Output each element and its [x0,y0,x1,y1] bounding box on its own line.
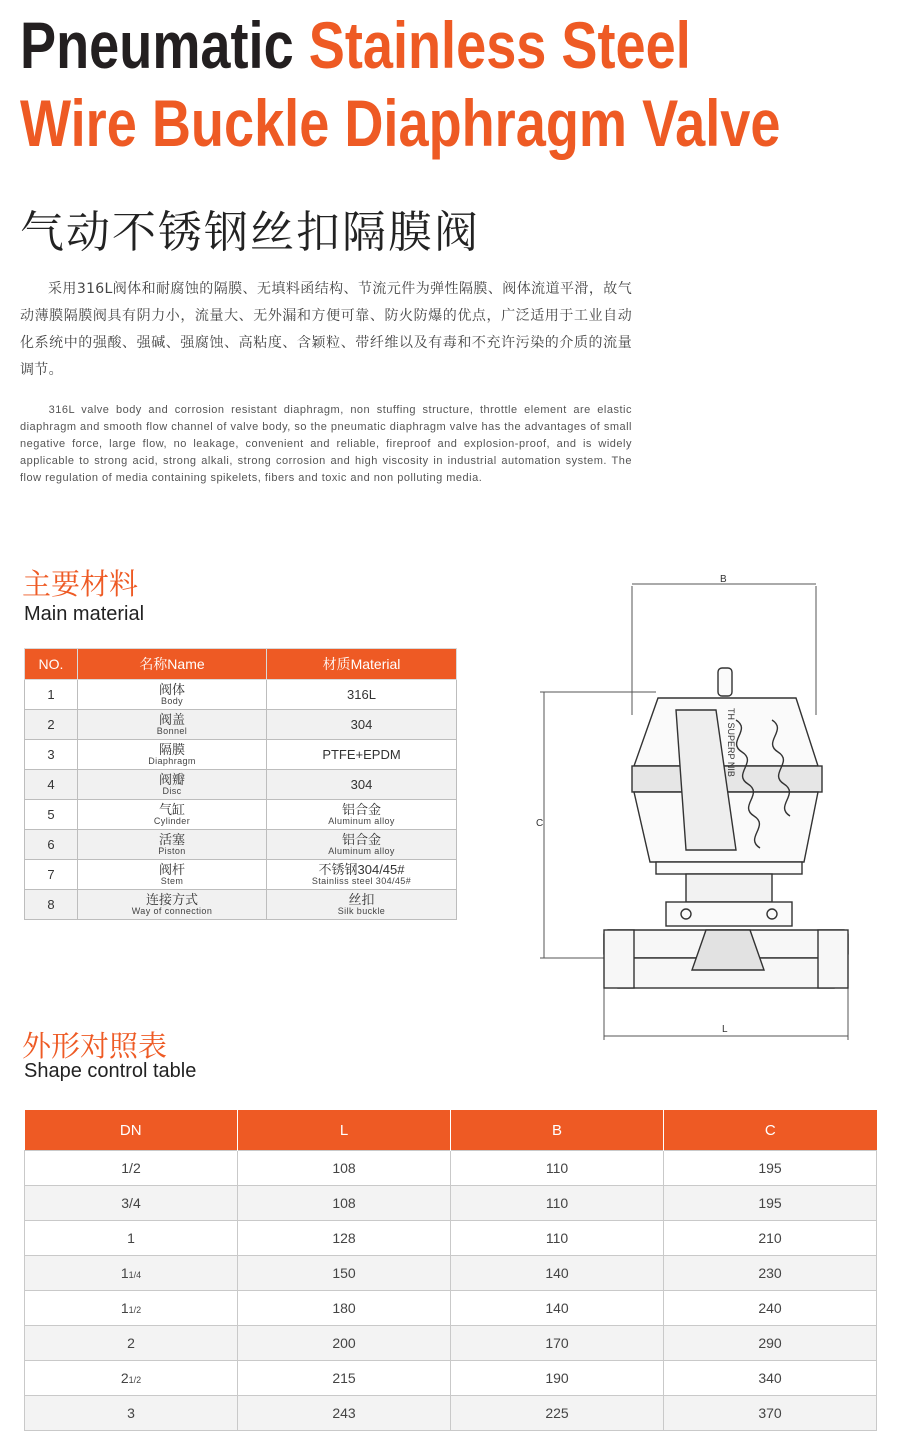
shape-l: 150 [238,1256,451,1291]
material-name-en: Way of connection [131,905,213,916]
shape-c: 195 [664,1186,877,1221]
material-value [267,680,457,710]
chinese-title: 气动不锈钢丝扣隔膜阀 [20,207,480,258]
material-name-cn: 阀瓣 [158,771,185,787]
material-value-en: Stainliss steel 304/45# [311,875,412,886]
shape-row [25,1326,877,1361]
shape-row [25,1221,877,1256]
shape-title-en: Shape control table [24,1060,197,1082]
left-port [604,930,634,988]
shape-dn-main: 2 [120,1370,129,1386]
shape-dn: 1/2 [25,1151,238,1186]
material-no: 2 [25,710,78,740]
material-no: 4 [25,770,78,800]
material-row [25,800,457,830]
shape-b: 190 [451,1361,664,1396]
material-row [25,860,457,890]
material-value-en: Aluminum alloy [328,815,395,826]
shape-c: 210 [664,1221,877,1256]
shape-b: 225 [451,1396,664,1431]
material-value-main: 铝合金 [341,831,381,847]
header-name: 名称Name [78,649,267,680]
material-value [267,800,457,830]
bolt-icon [681,909,691,919]
actuator [632,668,822,926]
material-row [25,890,457,920]
header-b: B [451,1110,664,1151]
valve-body [604,930,848,988]
header-dn: DN [25,1110,238,1151]
shape-dn-fraction: 1/4 [128,1270,142,1280]
material-name [78,740,267,770]
shape-b: 110 [451,1221,664,1256]
material-value-en: Silk buckle [337,905,386,916]
material-no: 3 [25,740,78,770]
material-value-main: 316L [347,686,376,702]
shape-c: 195 [664,1151,877,1186]
shape-l: 180 [238,1291,451,1326]
title-stainless-steel: Stainless Steel [308,8,691,82]
shape-b: 140 [451,1256,664,1291]
material-name-cn: 气缸 [158,801,185,817]
shape-dn: 3/4 [25,1186,238,1221]
title-word-pneumatic: Pneumatic [20,8,294,82]
shape-l: 108 [238,1151,451,1186]
material-value [267,830,457,860]
material-name [78,710,267,740]
shape-dn: 1 [25,1221,238,1256]
material-value-en: Aluminum alloy [328,845,395,856]
material-no: 8 [25,890,78,920]
shape-b: 110 [451,1186,664,1221]
shape-dn-fraction: 1/2 [128,1375,142,1385]
material-name-cn: 阀体 [158,681,185,697]
material-name-en: Diaphragm [148,755,196,766]
material-name [78,860,267,890]
shape-row [25,1361,877,1396]
shape-row [25,1291,877,1326]
shape-c: 230 [664,1256,877,1291]
material-row [25,680,457,710]
material-name [78,770,267,800]
header-c: C [664,1110,877,1151]
shape-c: 370 [664,1396,877,1431]
label-b: B [720,574,727,585]
material-name-cn: 连接方式 [145,891,198,907]
valve-diagram [536,570,856,1050]
description-en: 316L valve body and corrosion resistant diaphragm, non stuffing structure, throttle element are elastic diaphragm and smooth flow channel of valve body, so the pneumatic diaphragm valve has the advantages of small negative force, large flow, no leakage, convenient and reliable, fireproof and explosion-proof, and is widely applicable to strong acid, strong alkali, strong corrosion and high viscosity in industrial automation system. The flow regulation of media containing spikelets, fibers and toxic and non polluting media. [20,404,632,484]
shape-b: 170 [451,1326,664,1361]
material-no: 7 [25,860,78,890]
label-l: L [722,1024,728,1035]
material-title-en: Main material [24,603,145,625]
header-no: NO. [25,649,78,680]
bonnet [686,874,772,902]
material-value [267,860,457,890]
header-l: L [238,1110,451,1151]
shape-c: 240 [664,1291,877,1326]
shape-dn: 2 [25,1326,238,1361]
header-material: 材质Material [267,649,457,680]
shape-l: 108 [238,1186,451,1221]
material-title-cn: 主要材料 [22,567,139,601]
shape-dn-fraction: 1/2 [128,1305,142,1315]
shape-row [25,1186,877,1221]
shape-l: 215 [238,1361,451,1396]
material-value-main: 铝合金 [341,801,381,817]
material-name [78,800,267,830]
shape-c: 340 [664,1361,877,1396]
material-row [25,830,457,860]
material-name-en: Cylinder [153,815,191,826]
material-value [267,710,457,740]
material-row [25,770,457,800]
shape-dn [25,1291,238,1326]
description-cn: 采用316L阀体和耐腐蚀的隔膜、无填料函结构、节流元件为弹性隔膜、阀体流道平滑，故气动薄膜隔膜阀具有阴力小，流量大、无外漏和方便可靠、防火防爆的优点，广泛适用于工业自动化系统中的强酸、强碱、强腐蚀、高粘度、含颖粒、带纤维以及有毒和不充许污染的介质的流量调节。 [20,281,632,378]
material-value [267,770,457,800]
material-header-row [25,649,457,680]
material-value-main: 丝扣 [348,891,375,907]
actuator-base [656,862,802,874]
shape-row [25,1396,877,1431]
material-name-en: Body [160,695,184,706]
shape-table [24,1110,877,1431]
material-no: 1 [25,680,78,710]
shape-l: 128 [238,1221,451,1256]
material-name-en: Disc [162,785,182,796]
material-value-main: 不锈钢304/45# [318,861,405,877]
indicator-stem [718,668,732,696]
material-value-main: PTFE+EPDM [322,746,401,762]
material-name [78,890,267,920]
material-value [267,740,457,770]
label-c: C [536,818,544,829]
shape-c: 290 [664,1326,877,1361]
shape-title-cn: 外形对照表 [22,1029,168,1063]
material-value [267,890,457,920]
material-name-cn: 阀杆 [158,861,185,877]
shape-dn-main: 1 [120,1265,129,1281]
title-line-1 [20,8,691,82]
material-name-cn: 阀盖 [158,711,185,727]
right-port [818,930,848,988]
material-name-en: Bonnel [156,725,188,736]
material-name [78,680,267,710]
material-row [25,740,457,770]
material-name-en: Stem [160,875,184,886]
bolt-icon-2 [767,909,777,919]
material-name-en: Piston [158,845,186,856]
material-value-main: 304 [350,716,373,732]
label-side: TH SUPERP NIB [726,708,736,777]
material-name-cn: 活塞 [158,831,185,847]
material-name [78,830,267,860]
material-no: 5 [25,800,78,830]
material-value-main: 304 [350,776,373,792]
material-row [25,710,457,740]
shape-dn [25,1256,238,1291]
shape-dn-main: 1 [120,1300,129,1316]
shape-dn: 3 [25,1396,238,1431]
shape-dn [25,1361,238,1396]
shape-b: 110 [451,1151,664,1186]
shape-b: 140 [451,1291,664,1326]
material-table [24,648,457,920]
title-line-2: Wire Buckle Diaphragm Valve [20,86,781,160]
material-name-cn: 隔膜 [158,741,185,757]
actuator-top-cover [634,698,818,766]
material-no: 6 [25,830,78,860]
shape-l: 243 [238,1396,451,1431]
shape-l: 200 [238,1326,451,1361]
shape-header-row [25,1110,877,1151]
shape-row [25,1151,877,1186]
shape-row [25,1256,877,1291]
